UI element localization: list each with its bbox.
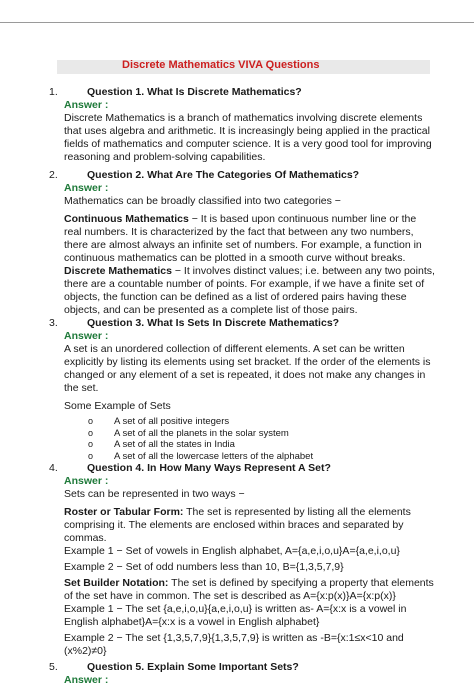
term-label: Roster or Tabular Form: (64, 506, 184, 518)
bullet: o (88, 416, 94, 426)
question-title: Question 4. In How Many Ways Represent A Set? (87, 462, 331, 474)
example-line: Example 1 − The set {a,e,i,o,u}{a,e,i,o,u} is written as- A={x:x is a vowel in English alphabet}A={x:x is a vowel in English alphabet} (64, 603, 407, 628)
answer-paragraph: Mathematics can be broadly classified into two categories − (64, 195, 341, 207)
answer-paragraph (64, 265, 436, 317)
term-label: Continuous Mathematics (64, 213, 189, 225)
term-text: − It is based upon continuous number line or the real numbers. It is characterized by the fact that between any two numbers, there are almost always an infinite set of numbers. For example, a function in continuous mathematics can be plotted in a smooth curve without breaks. (64, 213, 422, 264)
question-2 (0, 169, 474, 182)
term-label: Discrete Mathematics (64, 265, 172, 277)
question-title: Question 5. Explain Some Important Sets? (87, 661, 299, 673)
question-number: 2. (49, 169, 58, 181)
answer-label: Answer : (64, 674, 109, 686)
examples-heading: Some Example of Sets (64, 400, 171, 412)
question-4 (0, 462, 474, 475)
answer-label: Answer : (64, 475, 109, 487)
question-number: 3. (49, 317, 58, 329)
answer-paragraph: Discrete Mathematics is a branch of mathematics involving discrete elements that uses algebra and arithmetic. It is increasingly being applied in the practical fields of mathematics and computer science. It is a very good tool for improving reasoning and problem-solving capabilities. (64, 112, 432, 163)
question-title: Question 2. What Are The Categories Of Mathematics? (87, 169, 360, 181)
list-item: o A set of all the states in India (88, 439, 235, 450)
top-rule (0, 22, 474, 23)
examples-list (0, 416, 474, 462)
question-number: 4. (49, 462, 58, 474)
question-5 (0, 661, 474, 674)
answer-label: Answer : (64, 182, 109, 194)
example-line: Example 1 − Set of vowels in English alphabet, A={a,e,i,o,u}A={a,e,i,o,u} (64, 545, 400, 557)
answer-paragraph (64, 213, 436, 265)
question-3 (0, 317, 474, 330)
term-text: − It involves distinct values; i.e. between any two points, there are a countable number of points. For example, if we have a finite set of objects, the function can be defined as a list of ordered pairs having these objects, and can be presented as a complete list of those pairs. (64, 265, 435, 316)
list-item: o A set of all positive integers (88, 416, 230, 427)
document-title: Discrete Mathematics VIVA Questions (122, 59, 320, 71)
question-number: 1. (49, 86, 58, 98)
list-item: o A set of all the lowercase letters of the alphabet (88, 450, 314, 462)
answer-paragraph (64, 577, 436, 603)
term-label: Set Builder Notation: (64, 577, 169, 589)
term-text: The set is defined by specifying a property that elements of the set have in common. The set is described as A={x:p(x)}A={x:p(x)} (64, 577, 434, 602)
bullet: o (88, 439, 94, 449)
bullet: o (88, 450, 94, 461)
document-body (0, 86, 474, 687)
answer-paragraph (64, 506, 436, 545)
list-item: o A set of all the planets in the solar system (88, 427, 289, 439)
term-text: The set is represented by listing all the elements comprising it. The elements are enclosed within braces and separated by commas. (64, 506, 411, 544)
example-line: Example 2 − The set {1,3,5,7,9}{1,3,5,7,9} is written as -B={x:1≤x<10 and (x%2)≠0} (64, 632, 404, 657)
bullet: o (88, 427, 94, 438)
question-number: 5. (49, 661, 58, 673)
answer-label: Answer : (64, 99, 109, 111)
answer-label: Answer : (64, 330, 109, 342)
question-title: Question 1. What Is Discrete Mathematics? (87, 86, 302, 98)
answer-paragraph: Sets can be represented in two ways − (64, 488, 245, 500)
example-line: Example 2 − Set of odd numbers less than 10, B={1,3,5,7,9} (64, 561, 344, 573)
answer-paragraph: A set is an unordered collection of different elements. A set can be written explicitly by listing its elements using set bracket. If the order of the elements is changed or any element of a set is repeated, it does not make any changes in the set. (64, 343, 431, 394)
question-title: Question 3. What Is Sets In Discrete Mathematics? (87, 317, 340, 329)
question-1 (0, 86, 474, 99)
